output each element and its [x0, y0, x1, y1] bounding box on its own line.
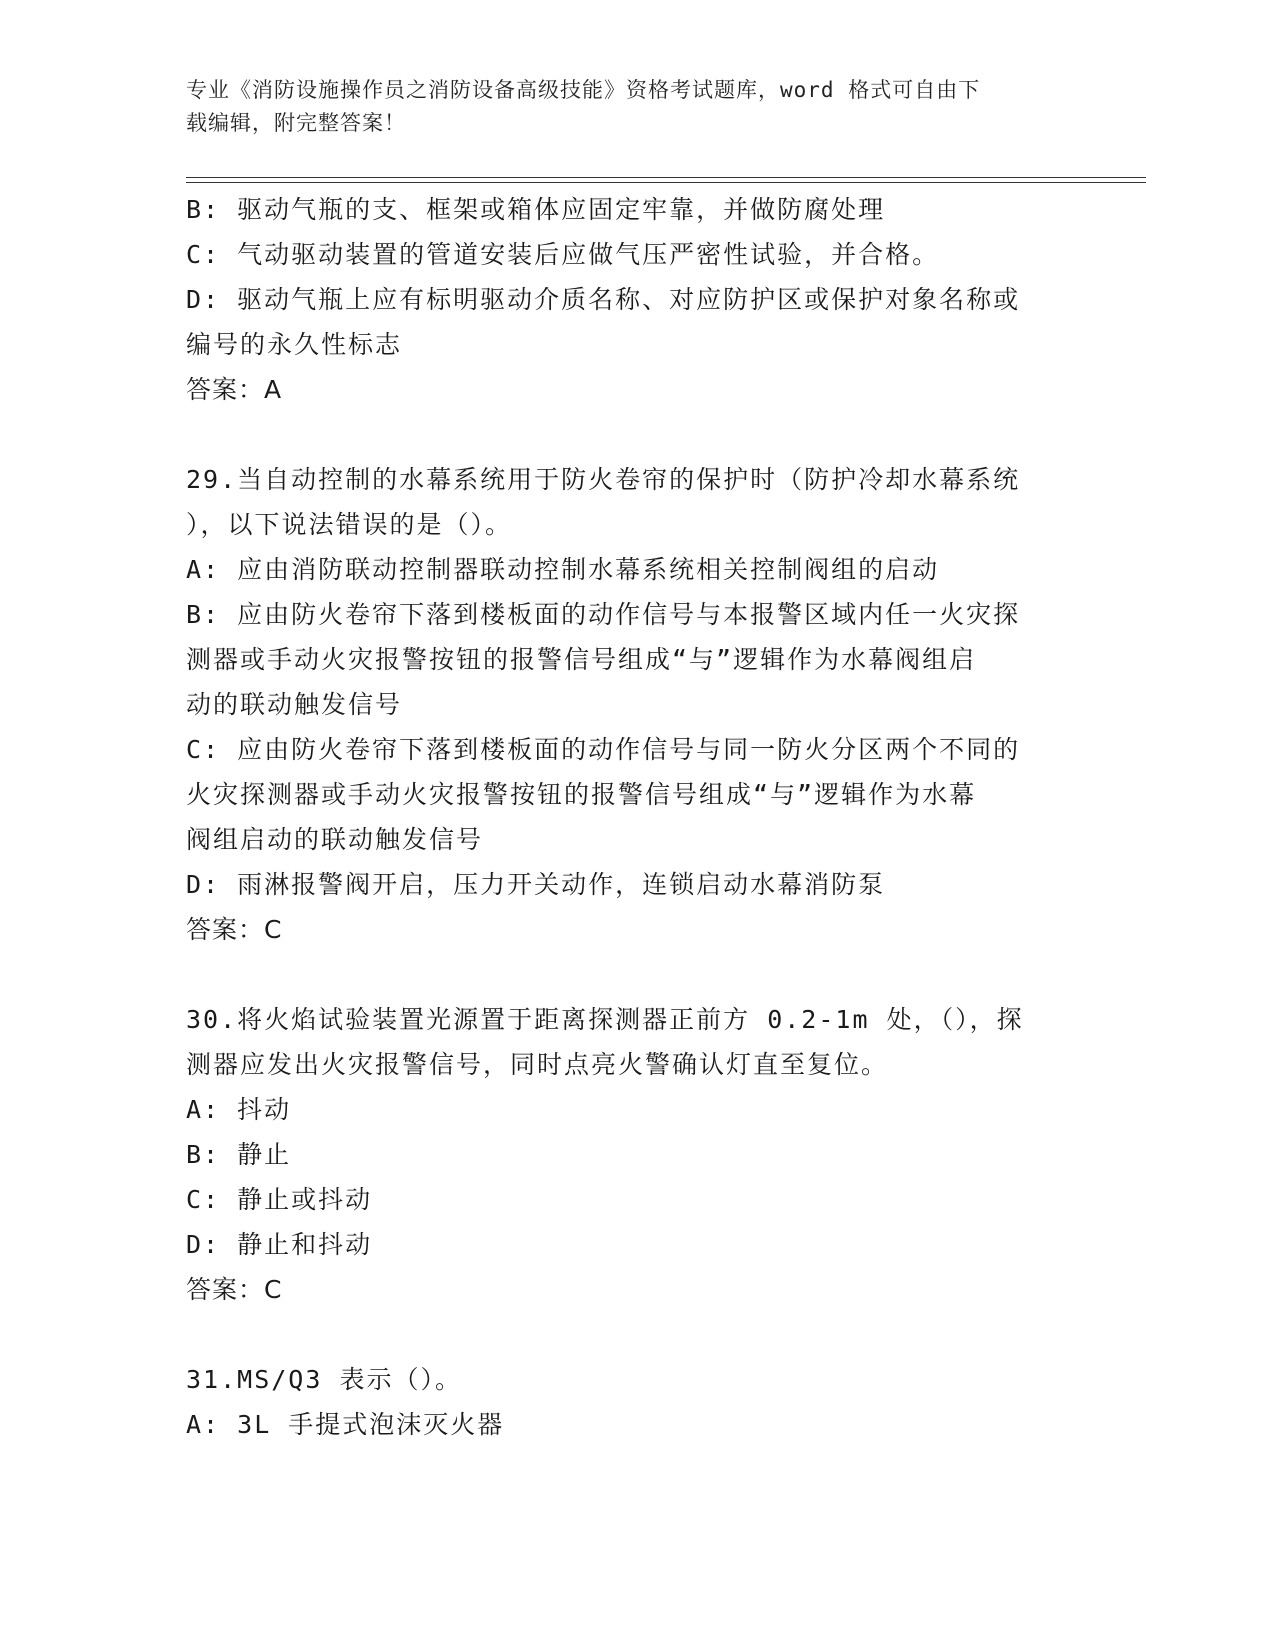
- spacer: [186, 952, 1066, 997]
- header-divider-bottom: [186, 182, 1146, 183]
- document-header: [186, 74, 1066, 140]
- question-28-tail: [186, 187, 1066, 412]
- question-31: [186, 1357, 1066, 1447]
- answer: 答案：C: [186, 1275, 283, 1304]
- spacer: [186, 1312, 1066, 1357]
- answer: 答案：A: [186, 375, 283, 404]
- option-c-line-1: C: 应由防火卷帘下落到楼板面的动作信号与同一防火分区两个不同的: [186, 735, 1021, 764]
- answer: 答案：C: [186, 915, 283, 944]
- header-divider-top: [186, 177, 1146, 178]
- option-a: A: 应由消防联动控制器联动控制水幕系统相关控制阀组的启动: [186, 555, 940, 584]
- header-line-1: 专业《消防设施操作员之消防设备高级技能》资格考试题库，word 格式可自由下: [186, 78, 981, 102]
- option-d-line-1: D: 驱动气瓶上应有标明驱动介质名称、对应防护区或保护对象名称或: [186, 285, 1021, 314]
- option-b-line-3: 动的联动触发信号: [186, 690, 403, 719]
- spacer: [186, 412, 1066, 457]
- option-c-line-3: 阀组启动的联动触发信号: [186, 825, 484, 854]
- option-a: A: 3L 手提式泡沫灭火器: [186, 1410, 505, 1439]
- option-c: C: 静止或抖动: [186, 1185, 373, 1214]
- question-stem-line-1: 30.将火焰试验装置光源置于距离探测器正前方 0.2-1m 处，（），探: [186, 1005, 1024, 1034]
- option-b: B: 静止: [186, 1140, 292, 1169]
- option-b-line-2: 测器或手动火灾报警按钮的报警信号组成“与”逻辑作为水幕阀组启: [186, 645, 977, 674]
- option-c: C: 气动驱动装置的管道安装后应做气压严密性试验，并合格。: [186, 240, 940, 269]
- question-30: [186, 997, 1066, 1312]
- question-29: [186, 457, 1066, 952]
- question-stem-line-2: 测器应发出火灾报警信号，同时点亮火警确认灯直至复位。: [186, 1050, 889, 1079]
- header-line-2: 载编辑，附完整答案！: [186, 111, 406, 135]
- option-b-line-1: B: 应由防火卷帘下落到楼板面的动作信号与本报警区域内任一火灾探: [186, 600, 1021, 629]
- option-d: D: 静止和抖动: [186, 1230, 373, 1259]
- question-content: [186, 187, 1066, 1447]
- option-c-line-2: 火灾探测器或手动火灾报警按钮的报警信号组成“与”逻辑作为水幕: [186, 780, 977, 809]
- question-stem-line-2: ），以下说法错误的是（）。: [186, 510, 513, 539]
- option-b: B: 驱动气瓶的支、框架或箱体应固定牢靠，并做防腐处理: [186, 195, 886, 224]
- option-a: A: 抖动: [186, 1095, 292, 1124]
- question-stem-line-1: 29.当自动控制的水幕系统用于防火卷帘的保护时（防护冷却水幕系统: [186, 465, 1021, 494]
- option-d: D: 雨淋报警阀开启，压力开关动作，连锁启动水幕消防泵: [186, 870, 886, 899]
- question-stem-line-1: 31.MS/Q3 表示（）。: [186, 1365, 462, 1394]
- option-d-line-2: 编号的永久性标志: [186, 330, 403, 359]
